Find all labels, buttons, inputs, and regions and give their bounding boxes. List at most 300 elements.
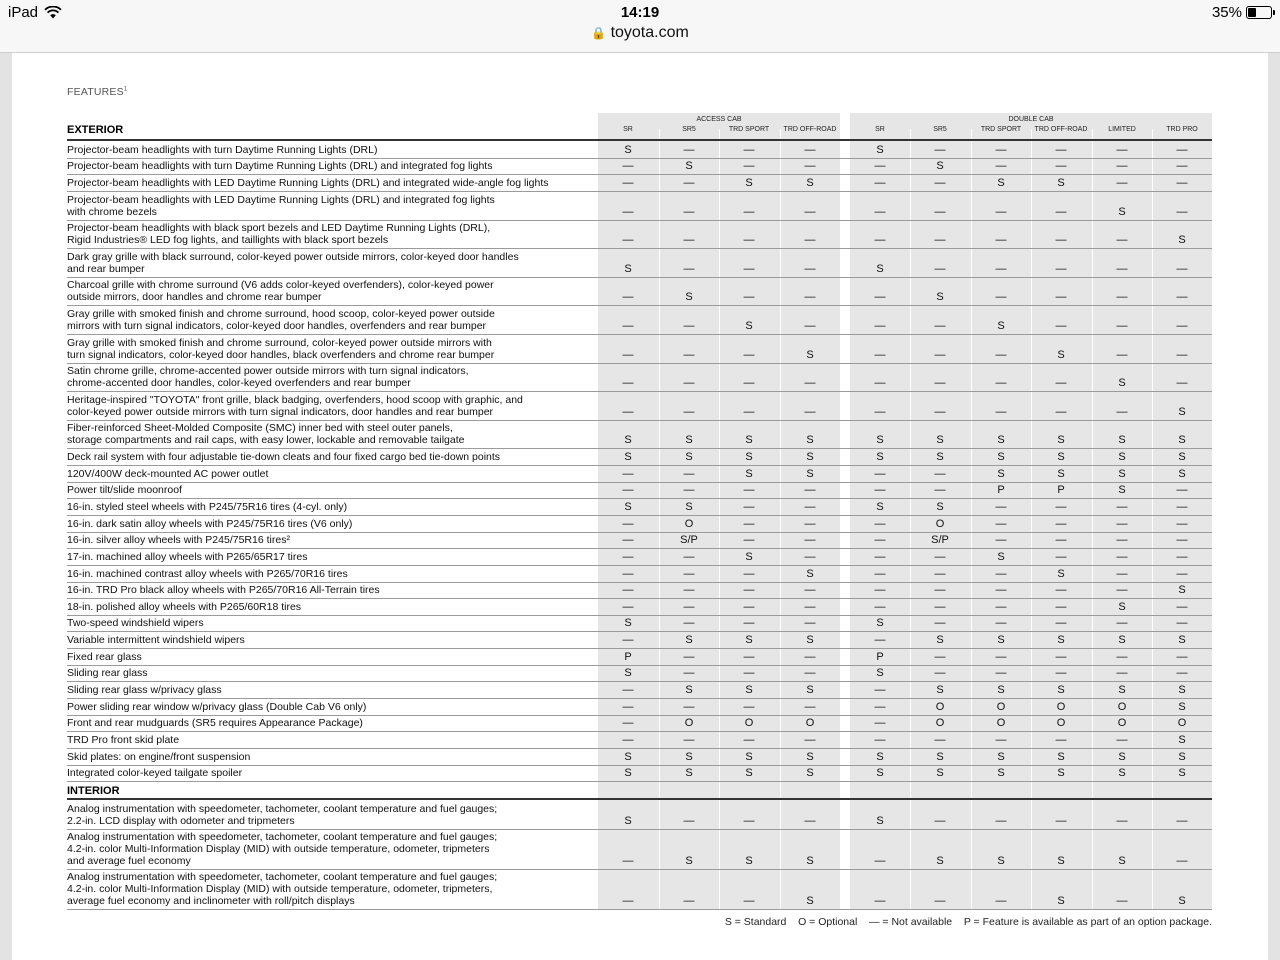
availability-cell: — (743, 484, 755, 497)
availability-cell: — (1116, 814, 1128, 827)
availability-cell: — (1176, 143, 1188, 156)
availability-cell: — (995, 617, 1007, 630)
availability-cell: — (874, 291, 886, 304)
table-row (67, 248, 1212, 278)
availability-cell: — (804, 617, 816, 630)
availability-cell: — (1116, 160, 1128, 173)
availability-cell: — (804, 319, 816, 332)
availability-cell: — (874, 205, 886, 218)
availability-cell: — (743, 291, 755, 304)
table-row (67, 174, 1212, 192)
availability-cell: S (997, 450, 1005, 463)
availability-cell: — (934, 894, 946, 907)
availability-cell: S (745, 434, 753, 447)
availability-cell: — (683, 484, 695, 497)
availability-cell: S (624, 617, 632, 630)
availability-cell: — (1176, 650, 1188, 663)
availability-cell: — (934, 650, 946, 663)
table-row (67, 448, 1212, 466)
availability-cell: — (683, 600, 695, 613)
availability-cell: — (743, 534, 755, 547)
availability-cell: — (995, 205, 1007, 218)
availability-cell: S (745, 854, 753, 867)
availability-cell: — (995, 234, 1007, 247)
table-row (67, 141, 1212, 159)
availability-cell: — (1176, 205, 1188, 218)
availability-cell: — (1176, 517, 1188, 530)
feature-name: Power sliding rear window w/privacy glass (Double Cab V6 only) (67, 700, 367, 713)
feature-name: Analog instrumentation with speedometer, tachometer, coolant temperature and fuel gauges; 4.2-in. color Multi-Information Display (MID) with outside temperature, odometer, tripmeters and average fuel economy (67, 830, 498, 867)
column-header: SR5 (682, 126, 696, 133)
availability-cell: S (997, 634, 1005, 647)
group-header-double-cab: DOUBLE CAB (1008, 116, 1054, 123)
feature-name: 17-in. machined alloy wheels with P265/65R17 tires (67, 550, 308, 563)
availability-cell: — (622, 684, 634, 697)
availability-cell: S (806, 767, 814, 780)
legend: S = Standard O = Optional — = Not available P = Feature is available as part of an option package. (724, 916, 1212, 928)
feature-name: Gray grille with smoked finish and chrome surround, color-keyed power outside mirrors with turn signal indicators, color-keyed door handles, black overfenders and chrome rear bumper (67, 336, 495, 361)
availability-cell: — (804, 405, 816, 418)
exterior-section-label: EXTERIOR (67, 124, 124, 136)
availability-cell: S (685, 160, 693, 173)
availability-cell: — (683, 584, 695, 597)
availability-cell: — (1176, 854, 1188, 867)
availability-cell: S (745, 319, 753, 332)
availability-cell: S (1118, 684, 1126, 697)
availability-cell: — (683, 405, 695, 418)
features-heading: FEATURES$^1$ (67, 86, 128, 98)
availability-cell: S (1178, 584, 1186, 597)
availability-cell: — (995, 160, 1007, 173)
availability-cell: — (1055, 405, 1067, 418)
availability-cell: — (743, 667, 755, 680)
availability-cell: — (1116, 567, 1128, 580)
availability-cell: S (936, 160, 944, 173)
availability-cell: — (622, 717, 634, 730)
availability-cell: S (876, 667, 884, 680)
availability-cell: — (874, 734, 886, 747)
column-header: LIMITED (1108, 126, 1136, 133)
table-row (67, 334, 1212, 364)
availability-cell: — (874, 484, 886, 497)
battery-percent: 35% (1211, 4, 1242, 21)
availability-cell: S (997, 854, 1005, 867)
availability-cell: — (1055, 534, 1067, 547)
table-row (67, 765, 1212, 783)
availability-cell: — (1055, 814, 1067, 827)
availability-cell: S (936, 684, 944, 697)
availability-cell: — (804, 667, 816, 680)
availability-cell: — (995, 534, 1007, 547)
availability-cell: — (934, 234, 946, 247)
availability-cell: S (997, 550, 1005, 563)
availability-cell: — (743, 600, 755, 613)
availability-cell: — (995, 517, 1007, 530)
availability-cell: — (934, 319, 946, 332)
availability-cell: — (683, 319, 695, 332)
availability-cell: S (1118, 854, 1126, 867)
availability-cell: — (622, 205, 634, 218)
availability-cell: — (683, 894, 695, 907)
availability-cell: — (995, 291, 1007, 304)
availability-cell: — (1116, 734, 1128, 747)
availability-cell: S (806, 854, 814, 867)
availability-cell: O (805, 717, 815, 730)
table-row (67, 598, 1212, 616)
availability-cell: S (745, 634, 753, 647)
availability-cell: — (804, 550, 816, 563)
availability-cell: P (997, 484, 1005, 497)
availability-cell: S (806, 450, 814, 463)
feature-name: 16-in. styled steel wheels with P245/75R16 tires (4-cyl. only) (67, 500, 348, 513)
availability-cell: — (743, 205, 755, 218)
availability-cell: — (874, 377, 886, 390)
availability-cell: — (683, 176, 695, 189)
device-name: iPad (8, 4, 39, 21)
feature-name: Gray grille with smoked finish and chrome surround, hood scoop, color-keyed power outside mirrors with turn signal indicators, color-keyed door handles, overfenders and rear bumper (67, 307, 495, 332)
availability-cell: — (683, 143, 695, 156)
availability-cell: — (934, 550, 946, 563)
availability-cell: — (934, 567, 946, 580)
availability-cell: — (1176, 500, 1188, 513)
availability-cell: S (624, 750, 632, 763)
availability-cell: — (743, 517, 755, 530)
feature-name: Front and rear mudguards (SR5 requires Appearance Package) (67, 717, 363, 730)
availability-cell: — (1176, 667, 1188, 680)
group-header-access-cab: ACCESS CAB (696, 116, 742, 123)
table-row (67, 715, 1212, 733)
availability-cell: — (804, 484, 816, 497)
availability-cell: S (806, 176, 814, 189)
feature-name: 16-in. machined contrast alloy wheels with P265/70R16 tires (67, 567, 348, 580)
status-right (1212, 4, 1272, 21)
availability-cell: S (997, 684, 1005, 697)
availability-cell: — (683, 734, 695, 747)
feature-name: Satin chrome grille, chrome-accented power outside mirrors with turn signal indicators, chrome-accented door handles, color-keyed overfenders and rear bumper (67, 365, 469, 390)
availability-cell: — (1176, 484, 1188, 497)
table-row (67, 665, 1212, 683)
table-row (67, 698, 1212, 716)
availability-cell: S (1057, 750, 1065, 763)
availability-cell: — (995, 600, 1007, 613)
availability-cell: — (1055, 143, 1067, 156)
availability-cell: S (685, 434, 693, 447)
availability-cell: — (1116, 650, 1128, 663)
availability-cell: S (997, 176, 1005, 189)
availability-cell: S (624, 434, 632, 447)
availability-cell: S (1057, 854, 1065, 867)
availability-cell: — (995, 500, 1007, 513)
availability-cell: — (1176, 617, 1188, 630)
availability-cell: — (622, 160, 634, 173)
availability-cell: — (804, 650, 816, 663)
availability-cell: S (1057, 767, 1065, 780)
availability-cell: — (934, 467, 946, 480)
availability-cell: — (1055, 734, 1067, 747)
availability-cell: — (804, 234, 816, 247)
availability-cell: S (936, 450, 944, 463)
availability-cell: — (1055, 319, 1067, 332)
availability-cell: — (934, 814, 946, 827)
availability-cell: S (1057, 176, 1065, 189)
table-row (67, 532, 1212, 550)
availability-cell: — (743, 734, 755, 747)
availability-cell: — (874, 176, 886, 189)
availability-cell: S (806, 467, 814, 480)
availability-cell: — (622, 734, 634, 747)
table-row (67, 681, 1212, 699)
availability-cell: P (1057, 484, 1065, 497)
availability-cell: — (743, 234, 755, 247)
availability-cell: S (685, 634, 693, 647)
availability-cell: O (1117, 700, 1127, 713)
availability-cell: — (934, 205, 946, 218)
availability-cell: — (1055, 550, 1067, 563)
availability-cell: S (806, 750, 814, 763)
availability-cell: — (804, 500, 816, 513)
availability-cell: — (683, 814, 695, 827)
table-row (67, 220, 1212, 250)
column-header: SR (875, 126, 885, 133)
availability-cell: — (934, 584, 946, 597)
availability-cell: — (995, 734, 1007, 747)
availability-cell: — (874, 405, 886, 418)
availability-cell: — (683, 234, 695, 247)
availability-cell: — (874, 160, 886, 173)
availability-cell: — (995, 584, 1007, 597)
interior-section-label: INTERIOR (67, 785, 120, 798)
availability-cell: S (876, 617, 884, 630)
availability-cell: — (622, 377, 634, 390)
availability-cell: S (936, 750, 944, 763)
availability-cell: — (804, 534, 816, 547)
availability-cell: S (1178, 467, 1186, 480)
availability-cell: — (995, 405, 1007, 418)
availability-cell: — (995, 143, 1007, 156)
availability-cell: — (743, 567, 755, 580)
availability-cell: — (1116, 143, 1128, 156)
availability-cell: — (743, 700, 755, 713)
availability-cell: S (624, 814, 632, 827)
availability-cell: S (745, 684, 753, 697)
availability-cell: — (683, 667, 695, 680)
availability-cell: O (1177, 717, 1187, 730)
availability-cell: S (1118, 467, 1126, 480)
availability-cell: S/P (931, 534, 949, 547)
table-row (67, 615, 1212, 633)
availability-cell: — (1055, 667, 1067, 680)
availability-cell: — (1116, 500, 1128, 513)
availability-cell: — (804, 600, 816, 613)
availability-cell: S (1118, 600, 1126, 613)
table-row (67, 420, 1212, 450)
availability-cell: S (745, 450, 753, 463)
availability-cell: S (1057, 467, 1065, 480)
availability-cell: S (1057, 894, 1065, 907)
availability-cell: — (1116, 517, 1128, 530)
availability-cell: S (997, 750, 1005, 763)
column-header: TRD PRO (1166, 126, 1198, 133)
availability-cell: S (806, 348, 814, 361)
availability-cell: — (683, 377, 695, 390)
feature-name: Projector-beam headlights with turn Daytime Running Lights (DRL) (67, 143, 378, 156)
availability-cell: S (1178, 234, 1186, 247)
table-row (67, 191, 1212, 221)
clock: 14:19 (620, 4, 660, 21)
table-row (67, 515, 1212, 533)
availability-cell: — (1176, 160, 1188, 173)
availability-cell: S (806, 684, 814, 697)
table-row (67, 498, 1212, 516)
feature-name: Dark gray grille with black surround, color-keyed power outside mirrors, color-keyed door handles and rear bumper (67, 250, 519, 275)
availability-cell: — (804, 584, 816, 597)
availability-cell: — (743, 617, 755, 630)
availability-cell: — (1116, 534, 1128, 547)
availability-cell: — (622, 517, 634, 530)
availability-cell: S (997, 319, 1005, 332)
availability-cell: — (1055, 617, 1067, 630)
availability-cell: S (1057, 348, 1065, 361)
availability-cell: — (1116, 617, 1128, 630)
availability-cell: S (936, 854, 944, 867)
availability-cell: S (876, 143, 884, 156)
availability-cell: S (1118, 205, 1126, 218)
availability-cell: S (685, 450, 693, 463)
availability-cell: — (874, 634, 886, 647)
availability-cell: S (806, 634, 814, 647)
availability-cell: S (1118, 450, 1126, 463)
availability-cell: O (1117, 717, 1127, 730)
table-row (67, 465, 1212, 483)
availability-cell: — (874, 600, 886, 613)
availability-cell: S (876, 814, 884, 827)
availability-cell: — (1176, 567, 1188, 580)
availability-cell: S (685, 750, 693, 763)
availability-cell: S (1118, 634, 1126, 647)
availability-cell: — (874, 584, 886, 597)
availability-cell: O (744, 717, 754, 730)
feature-name: Projector-beam headlights with turn Daytime Running Lights (DRL) and integrated fog lights (67, 160, 493, 173)
availability-cell: — (1055, 500, 1067, 513)
availability-cell: S (1057, 634, 1065, 647)
availability-cell: — (934, 484, 946, 497)
availability-cell: — (622, 176, 634, 189)
availability-cell: S (624, 262, 632, 275)
availability-cell: — (874, 717, 886, 730)
availability-cell: — (743, 814, 755, 827)
availability-cell: — (874, 567, 886, 580)
availability-cell: — (995, 894, 1007, 907)
availability-cell: S (624, 500, 632, 513)
availability-cell: — (743, 143, 755, 156)
availability-cell: S (1178, 684, 1186, 697)
availability-cell: — (874, 234, 886, 247)
availability-cell: S (1118, 484, 1126, 497)
battery-icon (1246, 6, 1272, 19)
availability-cell: — (995, 262, 1007, 275)
feature-name: Integrated color-keyed tailgate spoiler (67, 767, 243, 780)
column-header: TRD SPORT (980, 126, 1022, 133)
availability-cell: — (1176, 348, 1188, 361)
availability-cell: S (997, 467, 1005, 480)
availability-cell: — (995, 377, 1007, 390)
availability-cell: — (622, 534, 634, 547)
availability-cell: S (936, 434, 944, 447)
availability-cell: — (1116, 894, 1128, 907)
availability-cell: — (874, 684, 886, 697)
availability-cell: — (934, 176, 946, 189)
availability-cell: — (1116, 176, 1128, 189)
availability-cell: S (997, 767, 1005, 780)
availability-cell: — (995, 567, 1007, 580)
feature-name: Skid plates: on engine/front suspension (67, 750, 251, 763)
availability-cell: S (685, 684, 693, 697)
availability-cell: S (1118, 434, 1126, 447)
availability-cell: O (996, 700, 1006, 713)
availability-cell: — (995, 348, 1007, 361)
table-row (67, 363, 1212, 393)
feature-name: Charcoal grille with chrome surround (V6 adds color-keyed overfenders), color-keyed power outside mirrors, door handles and chrome rear bumper (67, 279, 494, 304)
availability-cell: — (1176, 291, 1188, 304)
availability-cell: S (685, 500, 693, 513)
table-row (67, 391, 1212, 421)
availability-cell: — (934, 143, 946, 156)
availability-cell: S (1178, 450, 1186, 463)
availability-cell: — (743, 894, 755, 907)
feature-name: Projector-beam headlights with black sport bezels and LED Daytime Running Lights (DRL), Rigid Industries® LED fog lights, and taillights with black sport bezels (67, 222, 491, 247)
table-row (67, 869, 1212, 910)
availability-cell: — (995, 814, 1007, 827)
availability-cell: S (1118, 377, 1126, 390)
availability-cell: S (876, 450, 884, 463)
availability-cell: — (683, 700, 695, 713)
lock-icon: 🔒 (591, 26, 607, 40)
availability-cell: — (743, 500, 755, 513)
status-bar (0, 0, 1280, 53)
feature-name: TRD Pro front skid plate (67, 734, 180, 747)
availability-cell: — (1116, 667, 1128, 680)
availability-cell: — (622, 600, 634, 613)
availability-cell: S (745, 467, 753, 480)
address-bar[interactable] (0, 24, 1280, 42)
availability-cell: — (1055, 160, 1067, 173)
availability-cell: — (804, 377, 816, 390)
availability-cell: — (743, 262, 755, 275)
availability-cell: — (622, 894, 634, 907)
availability-cell: — (874, 534, 886, 547)
availability-cell: — (1116, 234, 1128, 247)
availability-cell: — (1055, 584, 1067, 597)
spec-sheet-page (12, 53, 1268, 960)
availability-cell: — (804, 814, 816, 827)
availability-cell: — (1176, 262, 1188, 275)
availability-cell: S (685, 767, 693, 780)
availability-cell: S (685, 854, 693, 867)
availability-cell: — (804, 205, 816, 218)
availability-cell: — (934, 262, 946, 275)
availability-cell: — (622, 234, 634, 247)
table-row (67, 648, 1212, 666)
availability-cell: — (1116, 348, 1128, 361)
availability-cell: — (622, 484, 634, 497)
availability-cell: S (806, 434, 814, 447)
availability-cell: S (1178, 750, 1186, 763)
table-row (67, 482, 1212, 500)
availability-cell: — (1116, 584, 1128, 597)
availability-cell: S (1057, 434, 1065, 447)
availability-cell: — (804, 143, 816, 156)
availability-cell: S (685, 291, 693, 304)
